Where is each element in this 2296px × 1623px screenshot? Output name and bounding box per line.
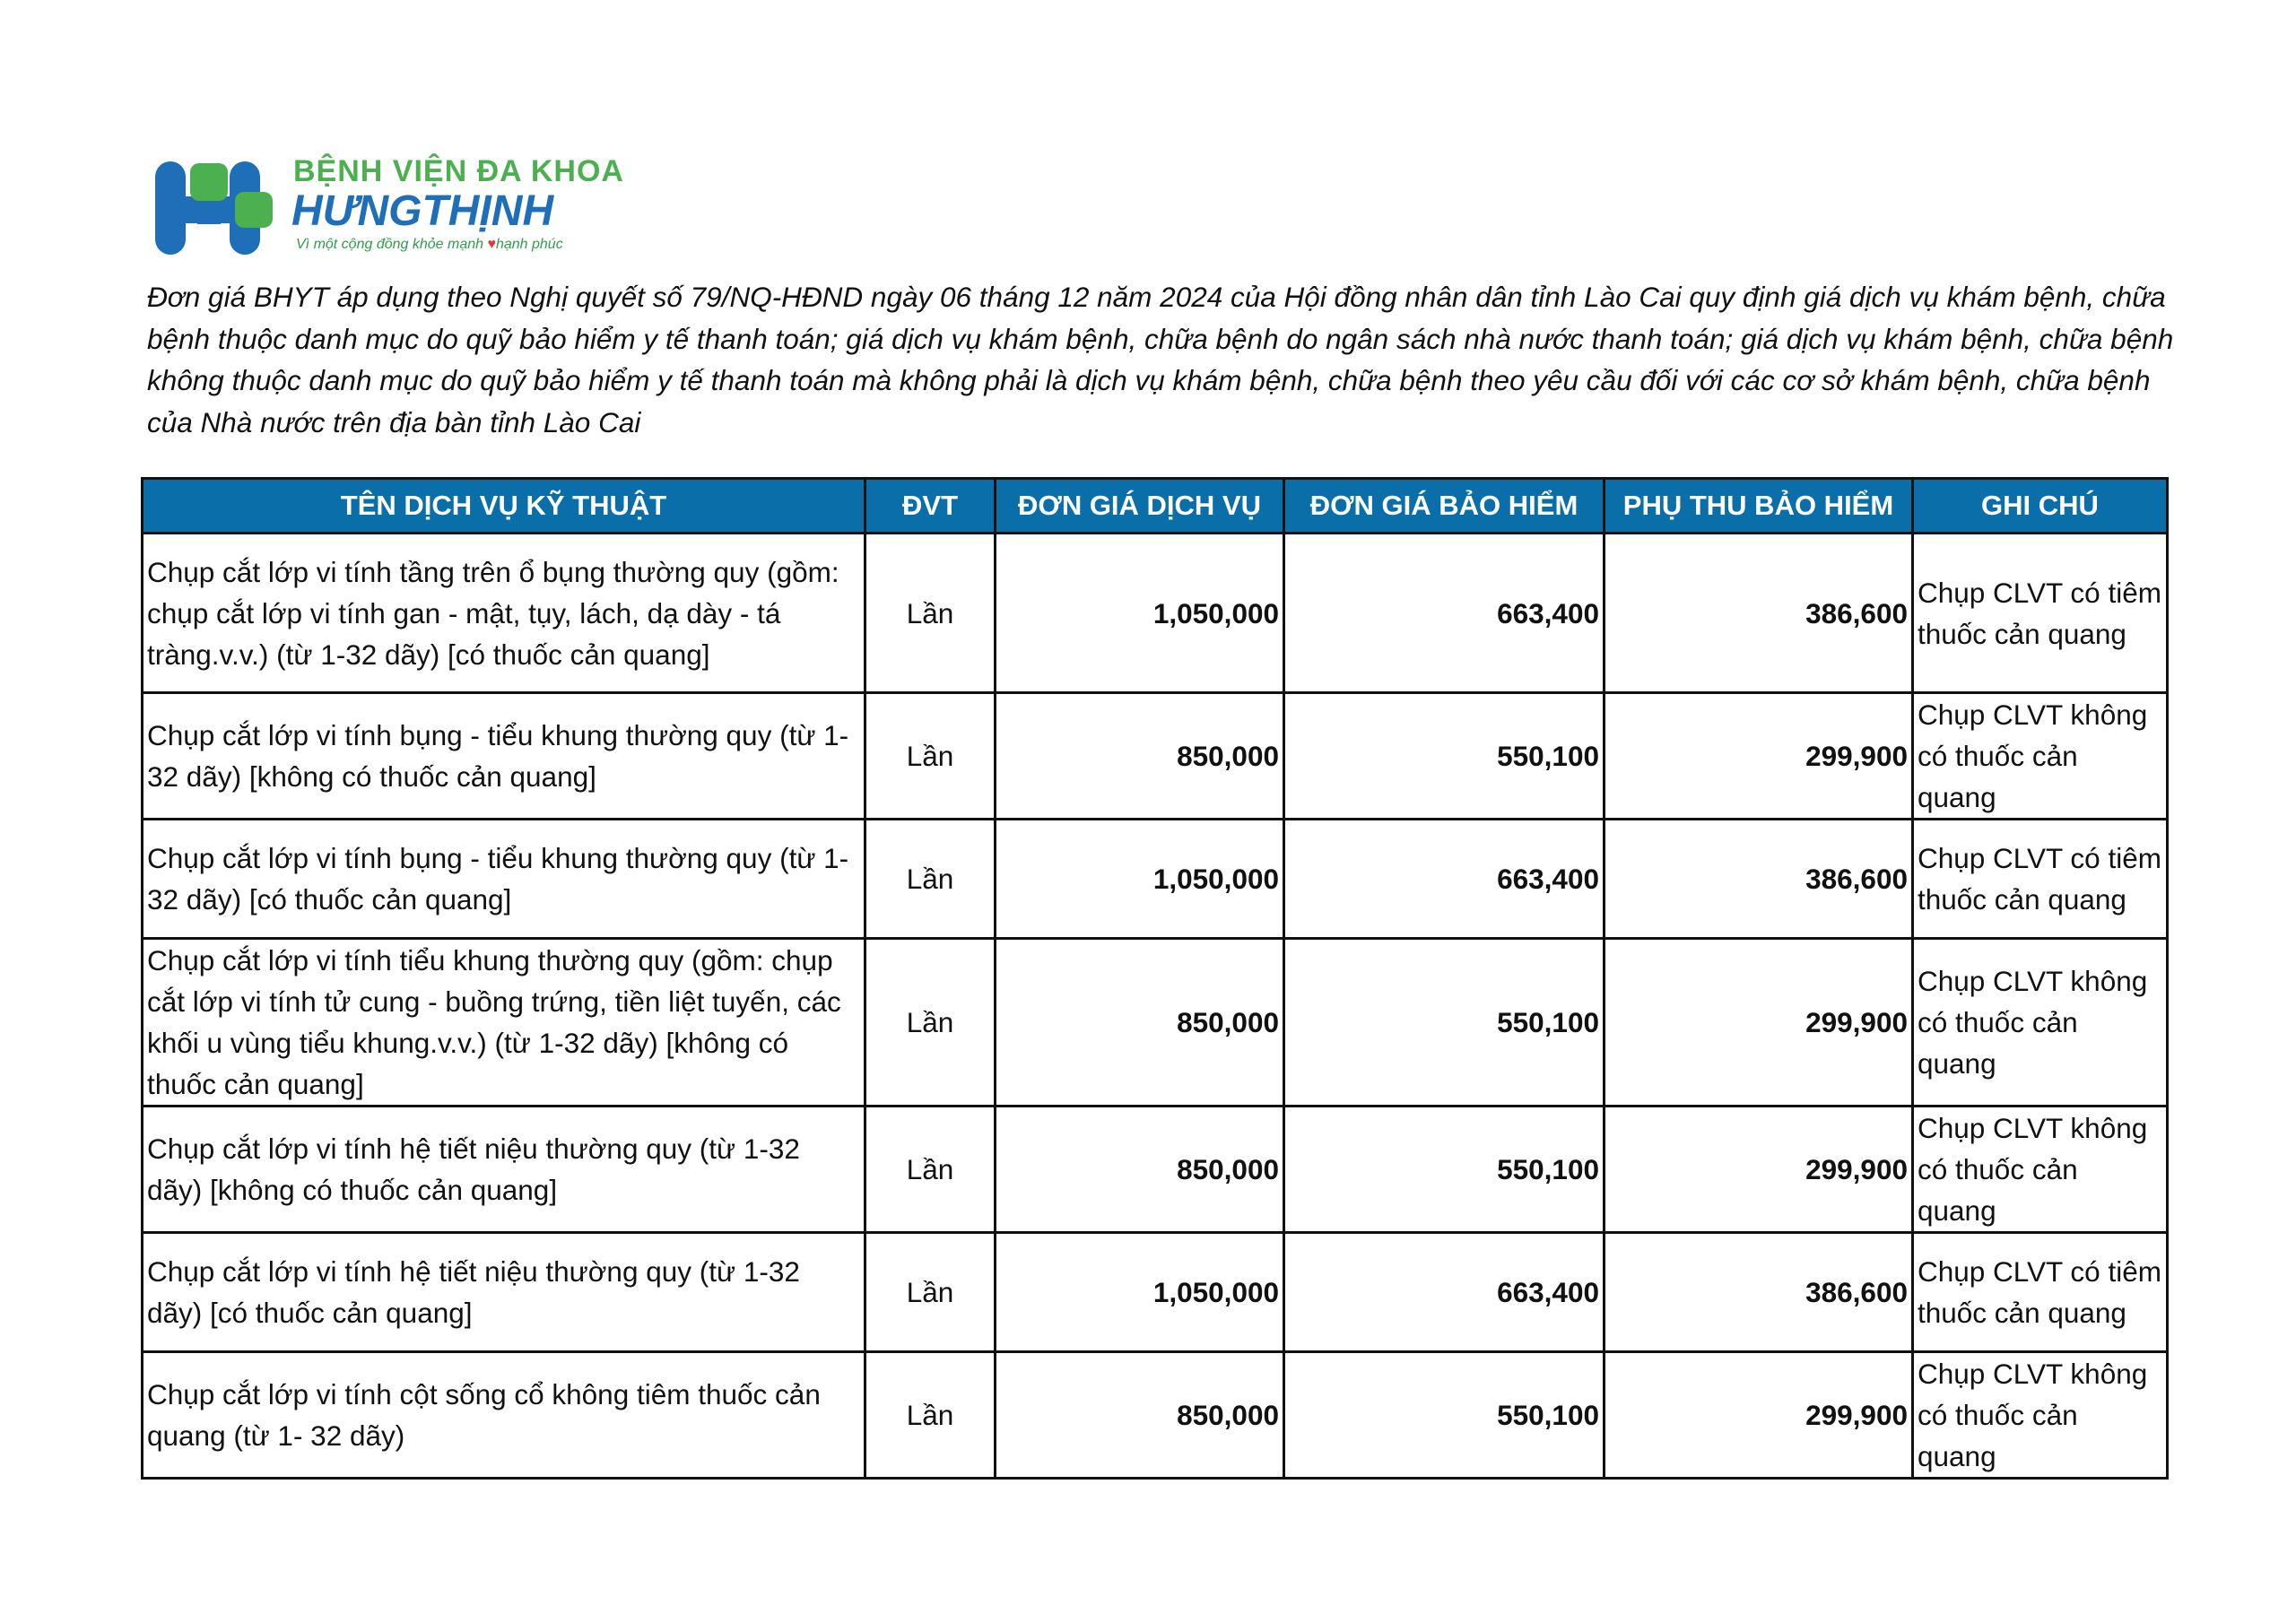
surcharge: 299,900 (1605, 939, 1913, 1107)
insurance-price: 550,100 (1284, 1107, 1605, 1233)
service-note: Chụp CLVT không có thuốc cản quang (1913, 1352, 2168, 1479)
price-table (141, 477, 2169, 1480)
header-note: GHI CHÚ (1913, 479, 2168, 534)
logo-slogan-part2: hạnh phúc (495, 237, 563, 252)
insurance-price: 663,400 (1284, 1233, 1605, 1352)
table-row (143, 820, 2168, 939)
header-name: TÊN DỊCH VỤ KỸ THUẬT (143, 479, 865, 534)
service-note: Chụp CLVT có tiêm thuốc cản quang (1913, 534, 2168, 693)
service-unit: Lần (865, 1107, 996, 1233)
service-note: Chụp CLVT không có thuốc cản quang (1913, 1107, 2168, 1233)
header-unit: ĐVT (865, 479, 996, 534)
hospital-logo-icon (152, 154, 278, 262)
service-name: Chụp cắt lớp vi tính bụng - tiểu khung thường quy (từ 1-32 dãy) [không có thuốc cản quang] (143, 693, 865, 820)
header-service-price: ĐƠN GIÁ DỊCH VỤ (996, 479, 1284, 534)
service-name: Chụp cắt lớp vi tính tiểu khung thường quy (gồm: chụp cắt lớp vi tính tử cung - buồng trứng, tiền liệt tuyến, các khối u vùng tiểu khung.v.v.) (từ 1-32 dãy) [không có thuốc cản quang] (143, 939, 865, 1107)
service-name: Chụp cắt lớp vi tính tầng trên ổ bụng thường quy (gồm: chụp cắt lớp vi tính gan - mật, tụy, lách, dạ dày - tá tràng.v.v.) (từ 1-32 dãy) [có thuốc cản quang] (143, 534, 865, 693)
table-row (143, 534, 2168, 693)
service-price: 1,050,000 (996, 820, 1284, 939)
service-unit: Lần (865, 1233, 996, 1352)
surcharge: 386,600 (1605, 534, 1913, 693)
service-unit: Lần (865, 534, 996, 693)
service-unit: Lần (865, 1352, 996, 1479)
insurance-price: 550,100 (1284, 1352, 1605, 1479)
heart-icon: ♥ (487, 237, 496, 252)
logo-slogan (296, 237, 563, 253)
service-price: 850,000 (996, 693, 1284, 820)
service-name: Chụp cắt lớp vi tính hệ tiết niệu thường quy (từ 1-32 dãy) [có thuốc cản quang] (143, 1233, 865, 1352)
service-price: 850,000 (996, 1107, 1284, 1233)
insurance-price: 663,400 (1284, 534, 1605, 693)
table-row (143, 1107, 2168, 1233)
table-row (143, 939, 2168, 1107)
service-name: Chụp cắt lớp vi tính bụng - tiểu khung thường quy (từ 1-32 dãy) [có thuốc cản quang] (143, 820, 865, 939)
hospital-logo (152, 154, 624, 262)
table-row (143, 1352, 2168, 1479)
service-note: Chụp CLVT có tiêm thuốc cản quang (1913, 1233, 2168, 1352)
service-name: Chụp cắt lớp vi tính cột sống cổ không tiêm thuốc cản quang (từ 1- 32 dãy) (143, 1352, 865, 1479)
service-price: 850,000 (996, 1352, 1284, 1479)
service-note: Chụp CLVT không có thuốc cản quang (1913, 939, 2168, 1107)
table-row (143, 693, 2168, 820)
insurance-price: 663,400 (1284, 820, 1605, 939)
service-note: Chụp CLVT không có thuốc cản quang (1913, 693, 2168, 820)
service-unit: Lần (865, 939, 996, 1107)
service-unit: Lần (865, 820, 996, 939)
insurance-price: 550,100 (1284, 693, 1605, 820)
surcharge: 386,600 (1605, 1233, 1913, 1352)
table-header-row (143, 479, 2168, 534)
service-price: 1,050,000 (996, 534, 1284, 693)
logo-brand: HƯNGTHỊNH (291, 187, 554, 235)
surcharge: 299,900 (1605, 1352, 1913, 1479)
surcharge: 386,600 (1605, 820, 1913, 939)
service-price: 850,000 (996, 939, 1284, 1107)
logo-slogan-part1: Vì một cộng đồng khỏe mạnh (296, 237, 488, 252)
service-note: Chụp CLVT có tiêm thuốc cản quang (1913, 820, 2168, 939)
insurance-price: 550,100 (1284, 939, 1605, 1107)
header-surcharge: PHỤ THU BẢO HIỂM (1605, 479, 1913, 534)
service-price: 1,050,000 (996, 1233, 1284, 1352)
service-name: Chụp cắt lớp vi tính hệ tiết niệu thường quy (từ 1-32 dãy) [không có thuốc cản quang] (143, 1107, 865, 1233)
surcharge: 299,900 (1605, 1107, 1913, 1233)
logo-title: BỆNH VIỆN ĐA KHOA (293, 154, 624, 188)
header-insurance-price: ĐƠN GIÁ BẢO HIỂM (1284, 479, 1605, 534)
service-unit: Lần (865, 693, 996, 820)
surcharge: 299,900 (1605, 693, 1913, 820)
intro-paragraph: Đơn giá BHYT áp dụng theo Nghị quyết số 79/NQ-HĐND ngày 06 tháng 12 năm 2024 của Hội đồng nhân dân tỉnh Lào Cai quy định giá dịch vụ khám bệnh, chữa bệnh thuộc danh mục do quỹ bảo hiểm y tế thanh toán; giá dịch vụ khám bệnh, chữa bệnh do ngân sách nhà nước thanh toán; giá dịch vụ khám bệnh, chữa bệnh không thuộc danh mục do quỹ bảo hiểm y tế thanh toán mà không phải là dịch vụ khám bệnh, chữa bệnh theo yêu cầu đối với các cơ sở khám bệnh, chữa bệnh của Nhà nước trên địa bàn tỉnh Lào Cai (147, 281, 2174, 438)
table-row (143, 1233, 2168, 1352)
